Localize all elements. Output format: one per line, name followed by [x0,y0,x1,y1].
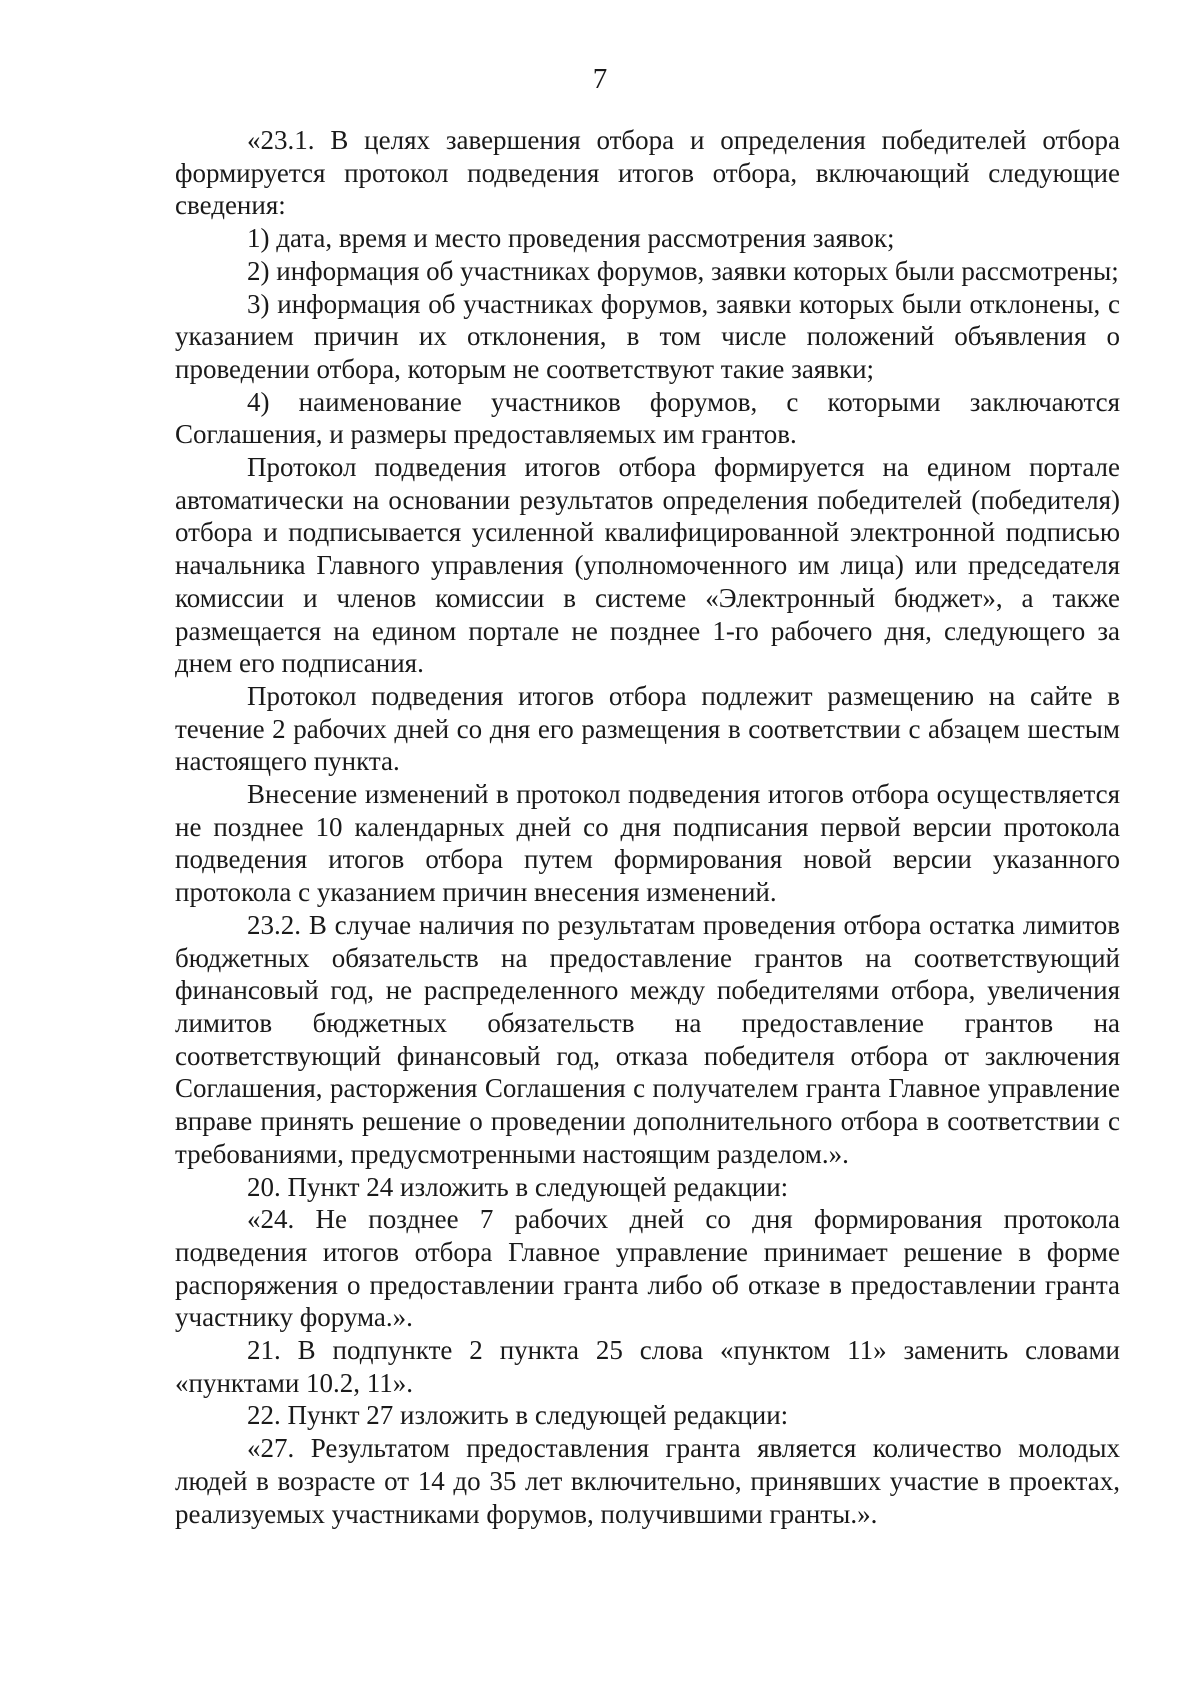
paragraph-23-1-intro: «23.1. В целях завершения отбора и определения победителей отбора формируется протокол подведения итогов отбора, включающий следующие сведения: [175,125,1120,221]
paragraph-24: «24. Не позднее 7 рабочих дней со дня формирования протокола подведения итогов отбора Главное управление принимает решение в форме распоряжения о предоставлении гранта либо об отказе в предоставлении гранта участнику форума.». [175,1204,1120,1333]
paragraph-23-2: 23.2. В случае наличия по результатам проведения отбора остатка лимитов бюджетных обязательств на предоставление грантов на соответствующий финансовый год, не распределенного между победителями отбора, увеличения лимитов бюджетных обязательств на предоставление грантов на соответствующий финансовый год, отказа победителя отбора от заключения Соглашения, расторжения Соглашения с получателем гранта Главное управление вправе принять решение о проведении дополнительного отбора в соответствии с требованиями, предусмотренными настоящим разделом.». [175,909,1120,1169]
paragraph-protocol-changes: Внесение изменений в протокол подведения итогов отбора осуществляется не позднее 10 календарных дней со дня подписания первой версии протокола подведения итогов отбора путем формирования новой версии указанного протокола с указанием причин внесения изменений. [175,779,1120,908]
document-body [175,124,1120,1530]
page-number: 7 [592,63,608,95]
paragraph-protocol-publication: Протокол подведения итогов отбора подлежит размещению на сайте в течение 2 рабочих дней со дня его размещения в соответствии с абзацем шестым настоящего пункта. [175,680,1120,777]
paragraph-item-21: 21. В подпункте 2 пункта 25 слова «пунктом 11» заменить словами «пунктами 10.2, 11». [175,1335,1120,1398]
paragraph-item-22: 22. Пункт 27 изложить в следующей редакции: [247,1400,789,1431]
paragraph-item-20: 20. Пункт 24 изложить в следующей редакции: [247,1171,789,1202]
list-item-4: 4) наименование участников форумов, с которыми заключаются Соглашения, и размеры предоставляемых им грантов. [175,386,1120,450]
paragraph-27: «27. Результатом предоставления гранта является количество молодых людей в возрасте от 14 до 35 лет включительно, принявших участие в проектах, реализуемых участниками форумов, получившими гранты.». [175,1433,1120,1529]
list-item-1: 1) дата, время и место проведения рассмотрения заявок; [247,223,895,254]
list-item-3: 3) информация об участниках форумов, заявки которых были отклонены, с указанием причин их отклонения, в том числе положений объявления о проведении отбора, которым не соответствуют такие заявки; [175,288,1120,384]
list-item-2: 2) информация об участниках форумов, заявки которых были рассмотрены; [247,255,1119,286]
paragraph-protocol-formation: Протокол подведения итогов отбора формируется на едином портале автоматически на основании результатов определения победителей (победителя) отбора и подписывается усиленной квалифицированной электронной подписью начальника Главного управления (уполномоченного им лица) или председателя комиссии и членов комиссии в системе «Электронный бюджет», а также размещается на едином портале не позднее 1-го рабочего дня, следующего за днем его подписания. [175,452,1120,679]
